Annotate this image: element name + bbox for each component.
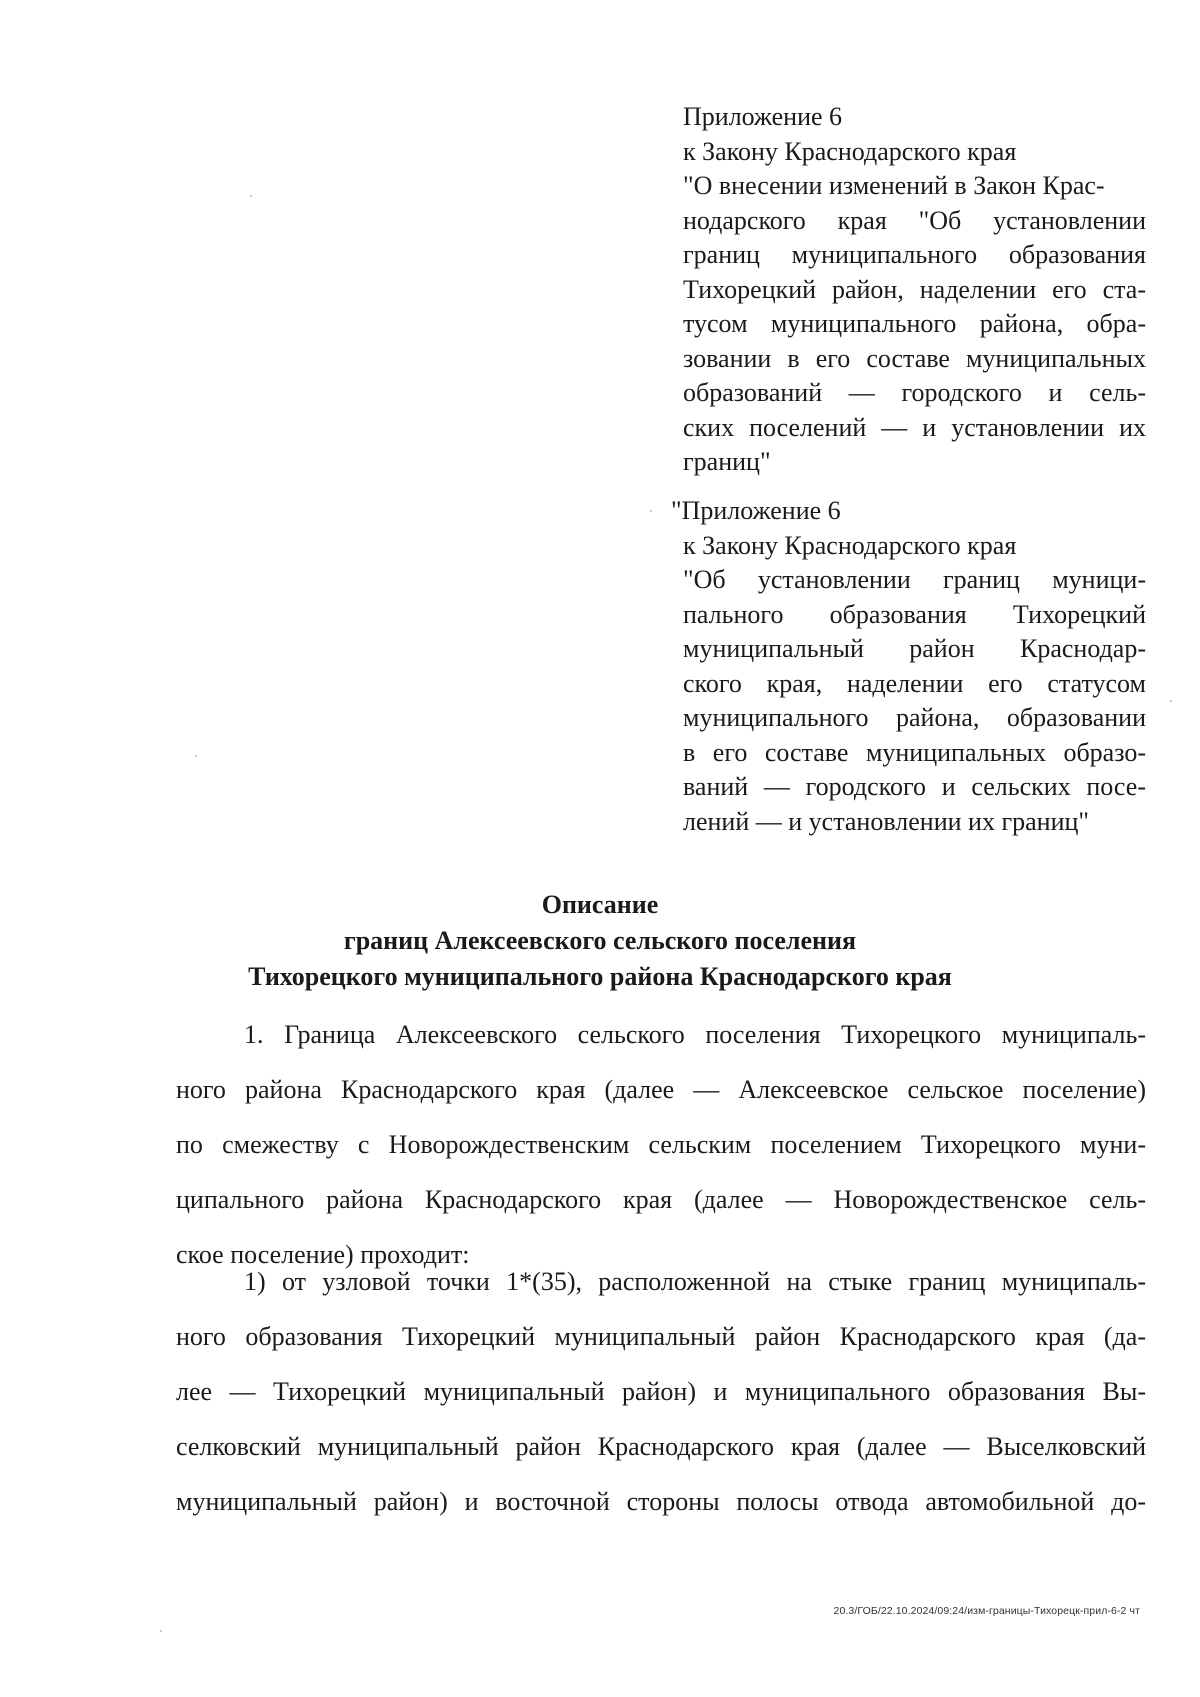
scan-speck <box>160 1630 162 1632</box>
annex-header-original-law <box>671 494 1146 839</box>
header-line: ских поселений — и установлении их <box>683 412 1146 442</box>
header-line: тусом муниципального района, обра- <box>683 309 1146 338</box>
header-line: ского края, наделении его статусом <box>683 668 1146 698</box>
footer-document-code: 20.3/ГОБ/22.10.2024/09:24/изм-границы-Тихорецк-прил-6-2 чт <box>833 1605 1140 1617</box>
header-line: "Об установлении границ муници- <box>683 565 1146 594</box>
header-line: пального образования Тихорецкий <box>683 599 1146 629</box>
header-line: лений — и установлении их границ" <box>683 806 1090 836</box>
paragraph-line: по смежеству с Новорождественским сельским поселением Тихорецкого муни- <box>176 1130 1146 1159</box>
header-line: "О внесении изменений в Закон Крас- <box>683 171 1105 200</box>
header-line: к Закону Краснодарского края <box>683 136 1017 166</box>
header-line: Тихорецкий район, наделении его ста- <box>683 274 1146 304</box>
paragraph-line: ципального района Краснодарского края (далее — Новорождественское сель- <box>176 1185 1146 1214</box>
document-title <box>0 887 1200 995</box>
annex-header-amending-law <box>683 100 1146 480</box>
paragraph-line: ного района Краснодарского края (далее — Алексеевское сельское поселение) <box>176 1075 1146 1104</box>
paragraph-line: ское поселение) проходит: <box>176 1240 470 1269</box>
paragraph-line: 1. Граница Алексеевского сельского поселения Тихорецкого муниципаль- <box>244 1020 1146 1049</box>
header-line: Приложение 6 <box>683 102 843 131</box>
scan-speck <box>195 755 197 757</box>
scan-speck <box>250 195 252 197</box>
paragraph-line: 1) от узловой точки 1*(35), расположенной на стыке границ муниципаль- <box>244 1267 1146 1296</box>
header-line: нодарского края "Об установлении <box>683 205 1146 235</box>
paragraph-line: селковский муниципальный район Краснодарского края (далее — Выселковский <box>176 1432 1146 1461</box>
header-line: образований — городского и сель- <box>683 378 1146 407</box>
title-line: Описание <box>541 890 659 919</box>
header-line: границ" <box>683 447 771 476</box>
header-line: муниципального района, образовании <box>683 703 1146 732</box>
title-line: Тихорецкого муниципального района Краснодарского края <box>248 962 952 991</box>
paragraph-line: ного образования Тихорецкий муниципальный район Краснодарского края (да- <box>176 1322 1146 1351</box>
scan-speck <box>1170 700 1172 702</box>
header-line: к Закону Краснодарского края <box>683 530 1017 560</box>
paragraph-boundary-clause-1 <box>176 1007 1146 1282</box>
scan-speck <box>650 510 652 512</box>
paragraph-line: лее — Тихорецкий муниципальный район) и муниципального образования Вы- <box>176 1377 1146 1406</box>
header-line: "Приложение 6 <box>671 496 841 525</box>
header-line: ваний — городского и сельских посе- <box>683 772 1146 801</box>
header-line: в его составе муниципальных образо- <box>683 737 1146 767</box>
header-line: зовании в его составе муниципальных <box>683 343 1146 373</box>
header-line: границ муниципального образования <box>683 240 1146 269</box>
paragraph-line: муниципальный район) и восточной стороны полосы отвода автомобильной до- <box>176 1487 1146 1516</box>
header-line: муниципальный район Краснодар- <box>683 634 1146 663</box>
title-line: границ Алексеевского сельского поселения <box>343 926 857 955</box>
paragraph-subclause-1 <box>176 1254 1146 1529</box>
